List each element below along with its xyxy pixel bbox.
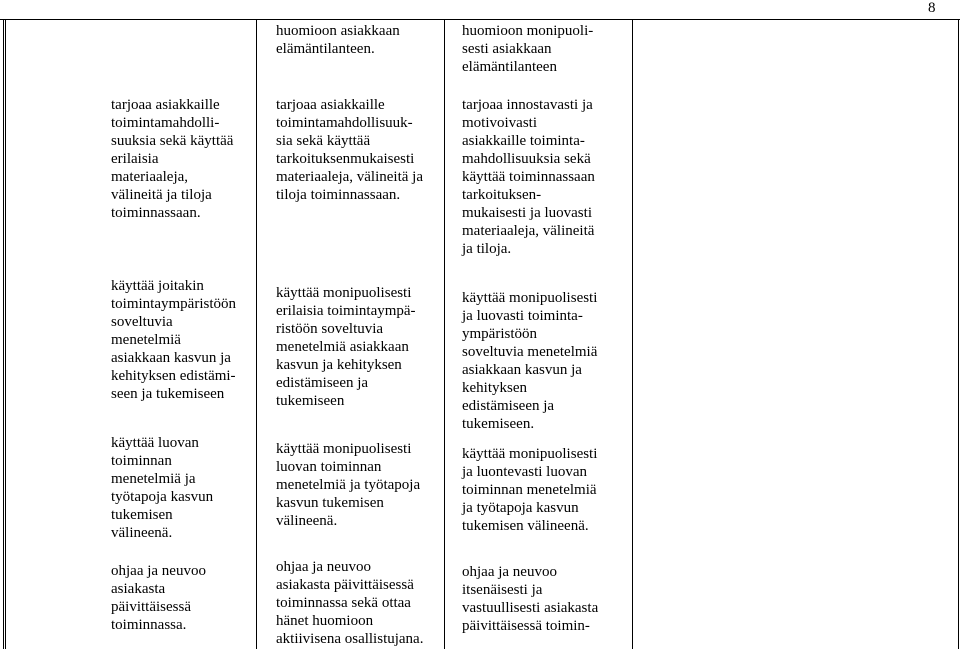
- table-cell: [276, 440, 420, 530]
- cell-text-line: asiakkaille toiminta-: [462, 133, 585, 149]
- table-cell: [462, 445, 597, 535]
- table-cell: [111, 96, 233, 222]
- cell-text-line: käyttää monipuolisesti: [462, 446, 598, 462]
- column-border: [3, 19, 4, 649]
- cell-text-line: asiakasta: [111, 581, 166, 597]
- cell-text-line: tarkoituksen-: [462, 187, 542, 203]
- cell-text-line: elämäntilanteen.: [276, 41, 375, 57]
- cell-text-line: asiakkaan kasvun ja: [111, 350, 231, 366]
- cell-text-line: menetelmiä: [111, 332, 181, 348]
- table-cell: [111, 277, 236, 403]
- column-border: [632, 19, 633, 649]
- cell-text-line: välineenä.: [276, 513, 338, 529]
- cell-text-line: toiminnan: [111, 453, 172, 469]
- cell-text-line: kehityksen: [462, 380, 527, 396]
- cell-text-line: soveltuvia menetelmiä: [462, 344, 598, 360]
- cell-text-line: luovan toiminnan: [276, 459, 382, 475]
- cell-text-line: materiaaleja, välineitä ja: [276, 169, 423, 185]
- cell-text-line: välineitä ja tiloja: [111, 187, 212, 203]
- cell-text-line: päivittäisessä toimin-: [462, 618, 590, 634]
- cell-text-line: asiakasta päivittäisessä: [276, 577, 414, 593]
- cell-text-line: toiminnassa.: [111, 617, 187, 633]
- column-border: [5, 19, 6, 649]
- cell-text-line: toimintaympäristöön: [111, 296, 236, 312]
- cell-text-line: käyttää monipuolisesti: [276, 285, 412, 301]
- cell-text-line: menetelmiä asiakkaan: [276, 339, 409, 355]
- cell-text-line: toimintamahdolli-: [111, 115, 220, 131]
- cell-text-line: erilaisia: [111, 151, 159, 167]
- cell-text-line: ja luovasti toiminta-: [462, 308, 583, 324]
- cell-text-line: mahdollisuuksia sekä: [462, 151, 591, 167]
- cell-text-line: ja työtapoja kasvun: [462, 500, 579, 516]
- table-cell: [462, 289, 597, 433]
- table-cell: [462, 22, 593, 76]
- cell-text-line: tukemisen välineenä.: [462, 518, 589, 534]
- cell-text-line: ristöön soveltuvia: [276, 321, 384, 337]
- table-cell: [462, 96, 595, 258]
- cell-text-line: motivoivasti: [462, 115, 537, 131]
- cell-text-line: ympäristöön: [462, 326, 537, 342]
- cell-text-line: mukaisesti ja luovasti: [462, 205, 592, 221]
- cell-text-line: käyttää luovan: [111, 435, 199, 451]
- cell-text-line: päivittäisessä: [111, 599, 191, 615]
- cell-text-line: tukemiseen.: [462, 416, 535, 432]
- table-cell: [276, 558, 423, 648]
- cell-text-line: aktiivisena osallistujana.: [276, 631, 424, 647]
- cell-text-line: kasvun ja kehityksen: [276, 357, 402, 373]
- cell-text-line: välineenä.: [111, 525, 173, 541]
- cell-text-line: ohjaa ja neuvoo: [111, 563, 206, 579]
- cell-text-line: tiloja toiminnassaan.: [276, 187, 401, 203]
- cell-text-line: huomioon asiakkaan: [276, 23, 400, 39]
- cell-text-line: käyttää monipuolisesti: [276, 441, 412, 457]
- cell-text-line: toiminnassaan.: [111, 205, 201, 221]
- cell-text-line: ja tiloja.: [462, 241, 512, 257]
- table-cell: [276, 22, 400, 58]
- column-border: [256, 19, 257, 649]
- cell-text-line: toiminnan menetelmiä: [462, 482, 597, 498]
- column-border: [444, 19, 445, 649]
- cell-text-line: soveltuvia: [111, 314, 173, 330]
- cell-text-line: työtapoja kasvun: [111, 489, 214, 505]
- cell-text-line: tarjoaa asiakkaille: [111, 97, 220, 113]
- cell-text-line: seen ja tukemiseen: [111, 386, 225, 402]
- cell-text-line: ja luontevasti luovan: [462, 464, 587, 480]
- cell-text-line: elämäntilanteen: [462, 59, 557, 75]
- cell-text-line: toimintamahdollisuuk-: [276, 115, 413, 131]
- cell-text-line: materiaaleja,: [111, 169, 189, 185]
- cell-text-line: vastuullisesti asiakasta: [462, 600, 599, 616]
- cell-text-line: huomioon monipuoli-: [462, 23, 594, 39]
- cell-text-line: asiakkaan kasvun ja: [462, 362, 582, 378]
- page-number: 8: [928, 0, 936, 16]
- table-cell: [111, 562, 206, 634]
- cell-text-line: ohjaa ja neuvoo: [462, 564, 557, 580]
- cell-text-line: ohjaa ja neuvoo: [276, 559, 371, 575]
- cell-text-line: sesti asiakkaan: [462, 41, 552, 57]
- cell-text-line: menetelmiä ja: [111, 471, 196, 487]
- column-border: [958, 19, 959, 649]
- cell-text-line: tarkoituksenmukaisesti: [276, 151, 415, 167]
- cell-text-line: hänet huomioon: [276, 613, 374, 629]
- cell-text-line: tukemiseen: [276, 393, 345, 409]
- table-cell: [111, 434, 213, 542]
- cell-text-line: tarjoaa innostavasti ja: [462, 97, 593, 113]
- cell-text-line: erilaisia toimintaympä-: [276, 303, 416, 319]
- cell-text-line: käyttää monipuolisesti: [462, 290, 598, 306]
- table-cell: [276, 284, 416, 410]
- cell-text-line: suuksia sekä käyttää: [111, 133, 234, 149]
- cell-text-line: käyttää joitakin: [111, 278, 204, 294]
- cell-text-line: tarjoaa asiakkaille: [276, 97, 385, 113]
- cell-text-line: menetelmiä ja työtapoja: [276, 477, 421, 493]
- cell-text-line: itsenäisesti ja: [462, 582, 543, 598]
- table-cell: [276, 96, 423, 204]
- cell-text-line: kehityksen edistämi-: [111, 368, 236, 384]
- table-top-border: [0, 19, 960, 20]
- cell-text-line: toiminnassa sekä ottaa: [276, 595, 411, 611]
- cell-text-line: kasvun tukemisen: [276, 495, 384, 511]
- cell-text-line: käyttää toiminnassaan: [462, 169, 595, 185]
- cell-text-line: materiaaleja, välineitä: [462, 223, 595, 239]
- cell-text-line: edistämiseen ja: [276, 375, 369, 391]
- cell-text-line: sia sekä käyttää: [276, 133, 371, 149]
- cell-text-line: tukemisen: [111, 507, 173, 523]
- cell-text-line: edistämiseen ja: [462, 398, 555, 414]
- table-cell: [462, 563, 598, 635]
